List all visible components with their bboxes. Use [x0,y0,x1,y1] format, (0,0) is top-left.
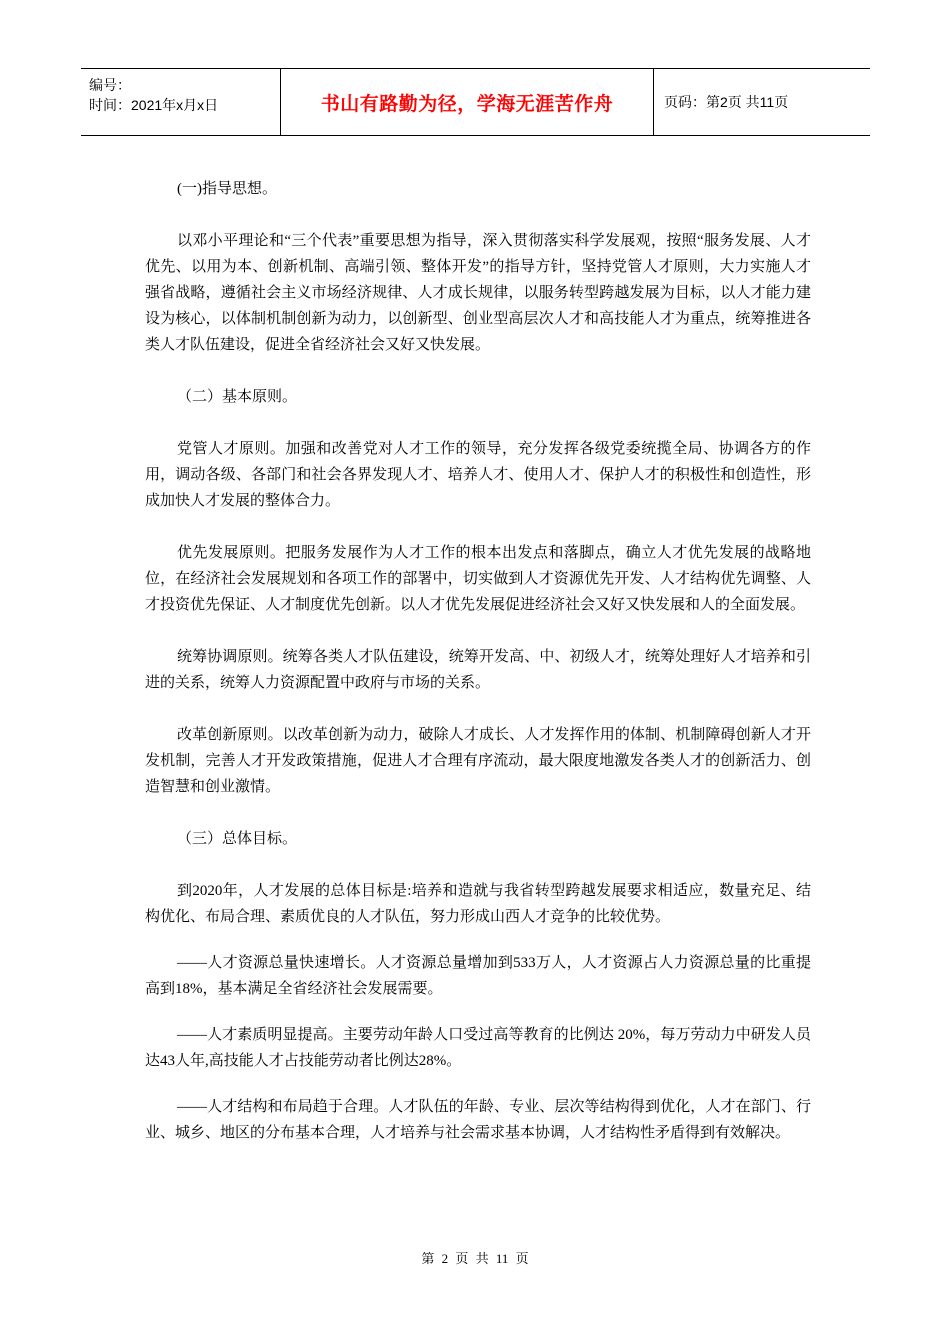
paragraph-coordination-principle: 统筹协调原则。统筹各类人才队伍建设，统筹开发高、中、初级人才，统筹处理好人才培养和引进的关系，统筹人力资源配置中政府与市场的关系。 [145,649,811,691]
paragraph-innovation-principle: 改革创新原则。以改革创新为动力，破除人才成长、人才发挥作用的体制、机制障碍创新人才开发机制，完善人才开发政策措施，促进人才合理有序流动，最大限度地激发各类人才的创新活力、创造智慧和创业激情。 [145,727,811,795]
paragraph-goal-total-growth: ——人才资源总量快速增长。人才资源总量增加到533万人，人才资源占人力资源总量的比重提高到18%，基本满足全省经济社会发展需要。 [145,955,811,997]
paragraph-goal-structure: ——人才结构和布局趋于合理。人才队伍的年龄、专业、层次等结构得到优化，人才在部门、行业、城乡、地区的分布基本合理，人才培养与社会需求基本协调，人才结构性矛盾得到有效解决。 [145,1099,811,1141]
page-footer: 第 2 页 共 11 页 [421,1251,529,1266]
paragraph-goal-quality: ——人才素质明显提高。主要劳动年龄人口受过高等教育的比例达 20%，每万劳动力中研发人员达43人年,高技能人才占技能劳动者比例达28%。 [145,1027,811,1069]
document-number-label: 编号： [89,77,131,93]
document-body [145,176,811,1146]
paragraph-priority-principle: 优先发展原则。把服务发展作为人才工作的根本出发点和落脚点，确立人才优先发展的战略地位，在经济社会发展规划和各项工作的部署中，切实做到人才资源优先开发、人才结构优先调整、人才投资优先保证、人才制度优先创新。以人才优先发展促进经济社会又好又快发展和人的全面发展。 [145,545,811,613]
paragraph-overall-goal: 到2020年，人才发展的总体目标是:培养和造就与我省转型跨越发展要求相适应，数量充足、结构优化、布局合理、素质优良的人才队伍，努力形成山西人才竞争的比较优势。 [145,883,811,925]
header-motto-cell [280,69,654,135]
paragraph-party-principle: 党管人才原则。加强和改善党对人才工作的领导，充分发挥各级党委统揽全局、协调各方的作用，调动各级、各部门和社会各界发现人才、培养人才、使用人才、保护人才的积极性和创造性，形成加快人才发展的整体合力。 [145,441,811,509]
header-page-cell [654,69,870,135]
document-header [81,68,870,136]
document-time-label: 时间：2021年x月x日 [89,97,219,113]
header-meta-cell [81,69,280,135]
header-motto: 书山有路勤为径，学海无涯苦作舟 [320,92,614,115]
paragraph-guiding-ideology: 以邓小平理论和“三个代表”重要思想为指导，深入贯彻落实科学发展观，按照“服务发展、人才优先、以用为本、创新机制、高端引领、整体开发”的指导方针，坚持党管人才原则，大力实施人才强省战略，遵循社会主义市场经济规律、人才成长规律，以服务转型跨越发展为目标，以人才能力建设为核心，以体制机制创新为动力，以创新型、创业型高层次人才和高技能人才为重点，统筹推进各类人才队伍建设，促进全省经济社会又好又快发展。 [145,233,811,353]
section-heading-overall-goals: （三）总体目标。 [177,831,298,847]
section-heading-guiding-ideology: (一)指导思想。 [177,181,277,197]
header-page-info: 页码：第2页 共11页 [664,94,789,110]
section-heading-basic-principles: （二）基本原则。 [177,389,298,405]
